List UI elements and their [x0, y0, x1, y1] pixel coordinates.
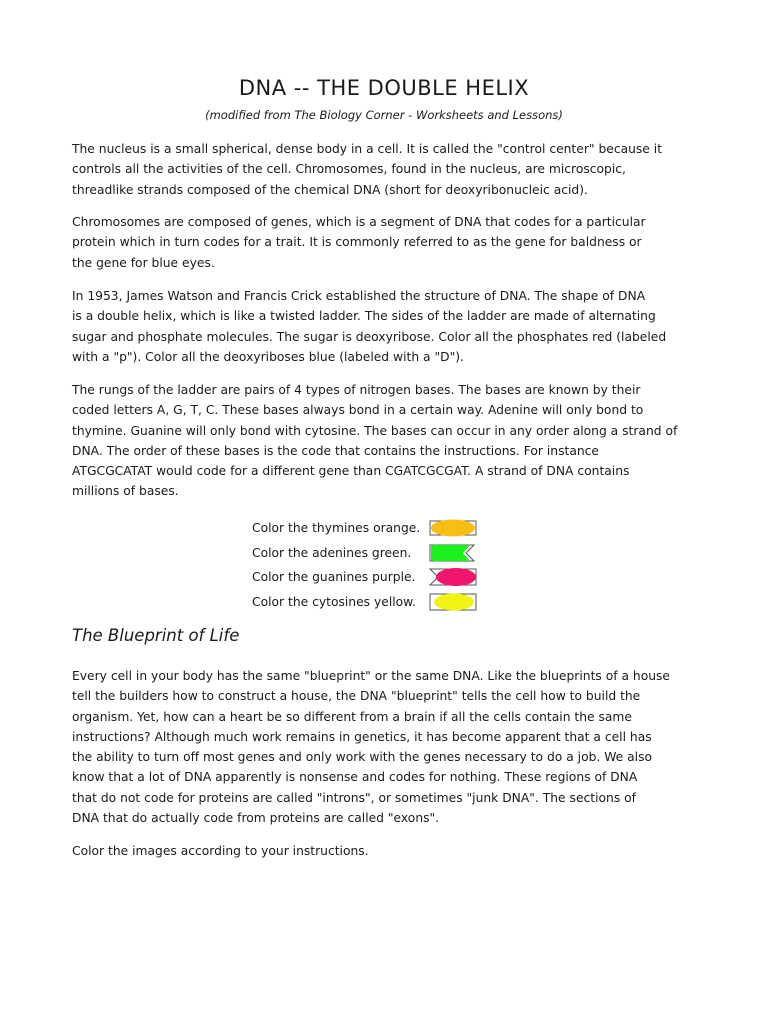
color-key	[252, 516, 478, 614]
paragraph-instructions	[72, 841, 704, 861]
text-line: organism. Yet, how can a heart be so different from a brain if all the cells contain the same	[72, 709, 632, 724]
text-line: is a double helix, which is like a twisted ladder. The sides of the ladder are made of alternating	[72, 309, 656, 324]
color-key-row-cytosine	[252, 590, 478, 615]
text-line: threadlike strands composed of the chemical DNA (short for deoxyribonucleic acid).	[72, 182, 588, 197]
color-key-row-adenine	[252, 541, 478, 566]
color-key-label: Color the adenines green.	[252, 545, 412, 560]
text-line: know that a lot of DNA apparently is nonsense and codes for nothing. These regions of DNA	[72, 770, 638, 785]
paragraph-structure	[72, 286, 704, 367]
text-line: tell the builders how to construct a house, the DNA "blueprint" tells the cell how to build the	[72, 689, 641, 704]
page-title: DNA -- THE DOUBLE HELIX	[238, 76, 530, 100]
text-line: DNA. The order of these bases is the code that contains the instructions. For instance	[72, 443, 599, 458]
text-line: that do not code for proteins are called "introns", or sometimes "junk DNA". The sections of	[72, 790, 636, 805]
text-line: thymine. Guanine will only bond with cytosine. The bases can occur in any order along a strand of	[72, 423, 678, 438]
color-key-label: Color the cytosines yellow.	[252, 594, 417, 609]
guanine-notch-icon	[428, 567, 478, 587]
text-line: Every cell in your body has the same "blueprint" or the same DNA. Like the blueprints of a house	[72, 669, 670, 683]
text-line: The nucleus is a small spherical, dense body in a cell. It is called the "control center" because it	[72, 142, 663, 156]
text-line: with a "p"). Color all the deoxyriboses blue (labeled with a "D").	[72, 349, 464, 364]
text-line: controls all the activities of the cell. Chromosomes, found in the nucleus, are microscopic,	[72, 162, 626, 177]
section-heading: The Blueprint of Life	[72, 626, 240, 645]
page-subtitle: (modified from The Biology Corner - Worksheets and Lessons)	[205, 108, 563, 122]
color-key-label: Color the thymines orange.	[252, 521, 421, 536]
color-key-row-thymine	[252, 516, 478, 541]
text-line: The rungs of the ladder are pairs of 4 types of nitrogen bases. The bases are known by their	[72, 383, 641, 397]
color-key-label: Color the guanines purple.	[252, 570, 416, 585]
text-line: In 1953, James Watson and Francis Crick established the structure of DNA. The shape of DNA	[72, 289, 646, 303]
text-line: sugar and phosphate molecules. The sugar is deoxyribose. Color all the phosphates red (labeled	[72, 329, 667, 344]
text-line: the gene for blue eyes.	[72, 255, 215, 270]
paragraph-nucleus	[72, 139, 704, 200]
cytosine-tab-icon	[428, 592, 478, 612]
text-line: instructions? Although much work remains in genetics, it has become apparent that a cell has	[72, 729, 652, 744]
thymine-tab-icon	[428, 518, 478, 538]
paragraph-bases	[72, 380, 704, 502]
text-line: Chromosomes are composed of genes, which is a segment of DNA that codes for a particular	[72, 215, 646, 229]
text-line: millions of bases.	[72, 484, 179, 499]
text-line: the ability to turn off most genes and only work with the genes necessary to do a job. We also	[72, 750, 653, 765]
color-key-row-guanine	[252, 565, 478, 590]
text-line: DNA that do actually code from proteins are called "exons".	[72, 811, 440, 826]
text-line: ATGCGCATAT would code for a different gene than CGATCGCGAT. A strand of DNA contains	[72, 464, 630, 479]
text-line: protein which in turn codes for a trait. It is commonly referred to as the gene for baldness or	[72, 235, 642, 250]
text-line: coded letters A, G, T, C. These bases always bond in a certain way. Adenine will only bond to	[72, 403, 644, 418]
text-line: Color the images according to your instructions.	[72, 844, 369, 858]
paragraph-chromosomes	[72, 212, 704, 273]
adenine-notch-icon	[428, 543, 478, 563]
paragraph-blueprint	[72, 666, 704, 828]
